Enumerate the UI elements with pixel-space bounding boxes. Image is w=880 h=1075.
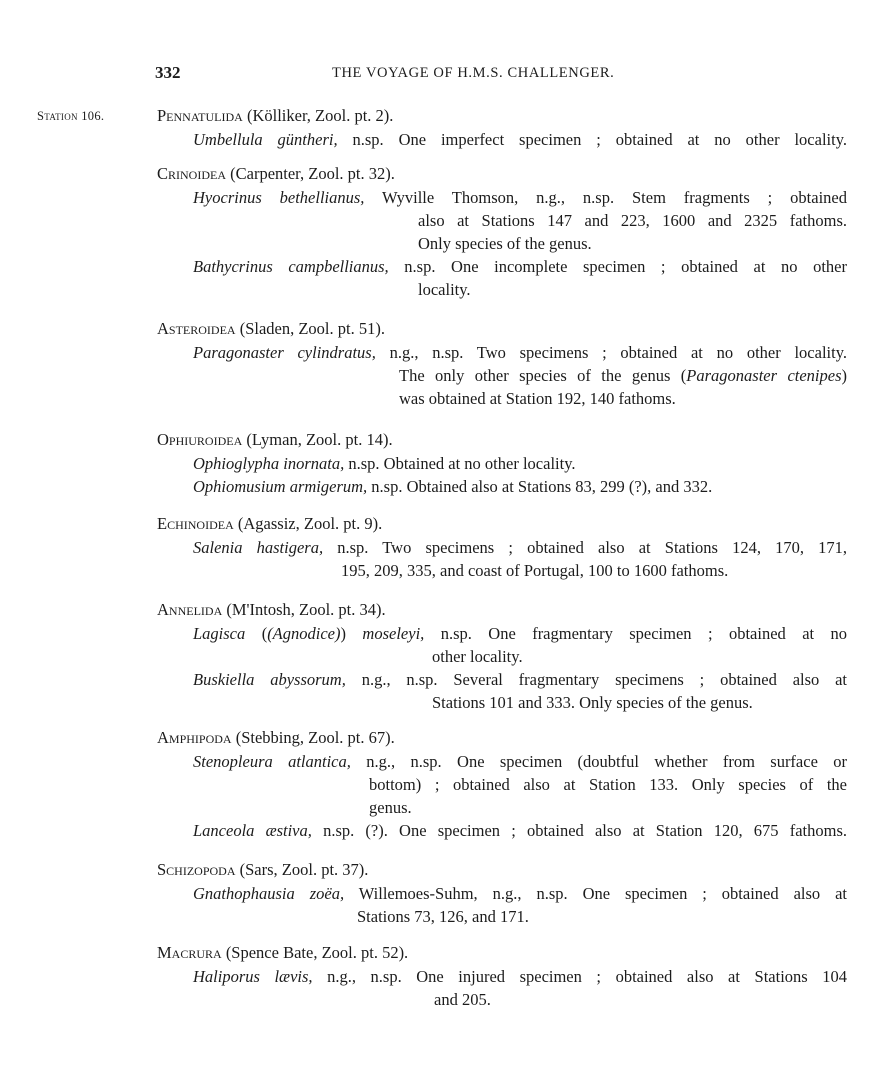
group-macrura (157, 941, 847, 1011)
group-heading (157, 162, 847, 186)
taxon-name: Pennatulida (157, 106, 243, 125)
species-entry (193, 452, 847, 475)
species-entry (193, 882, 847, 928)
species-name: Ophiomusium armigerum, (193, 477, 368, 496)
running-head: THE VOYAGE OF H.M.S. CHALLENGER. (332, 65, 615, 81)
species-entry (193, 819, 847, 842)
continuation-line: 195, 209, 335, and coast of Portugal, 100 to 1600 fathoms. (341, 561, 729, 580)
species-note: n.sp. One imperfect specimen ; obtained at no other locality. (352, 130, 847, 149)
species-name: Hyocrinus bethellianus, (193, 188, 365, 207)
group-echinoidea (157, 512, 847, 582)
continuation-line: was obtained at Station 192, 140 fathoms. (399, 389, 676, 408)
species-entry (193, 341, 847, 410)
station-label: Station 106. (37, 109, 105, 123)
group-asteroidea (157, 317, 847, 410)
species-name: Haliporus lævis, (193, 967, 313, 986)
species-name: Paragonaster cylindratus, (193, 343, 376, 362)
group-heading (157, 726, 847, 750)
taxon-reference: (Sladen, Zool. pt. 51). (239, 319, 385, 338)
taxon-name: Ophiuroidea (157, 430, 243, 449)
species-entry (193, 255, 847, 301)
species-entry (193, 128, 847, 151)
species-entry (193, 668, 847, 714)
group-ophiuroidea (157, 428, 847, 498)
species-name: moseleyi, (362, 624, 425, 643)
species-entry (193, 965, 847, 1011)
group-heading (157, 598, 847, 622)
taxon-reference: (Carpenter, Zool. pt. 32). (230, 164, 395, 183)
continuation-line: The only other species of the genus (Paragonaster ctenipes) (399, 366, 847, 385)
species-name: Umbellula güntheri, (193, 130, 338, 149)
taxon-name: Crinoidea (157, 164, 226, 183)
species-entry (193, 186, 847, 255)
species-name: Gnathophausia zoëa, (193, 884, 345, 903)
species-name: Stenopleura atlantica, (193, 752, 351, 771)
species-note: n.sp. Obtained also at Stations 83, 299 (?), and 332. (371, 477, 713, 496)
species-note: n.sp. (?). One specimen ; obtained also at Station 120, 675 fathoms. (323, 821, 848, 840)
taxon-name: Asteroidea (157, 319, 236, 338)
species-name: Lagisca (193, 624, 246, 643)
species-name: Paragonaster ctenipes (686, 366, 842, 385)
species-entry (193, 750, 847, 819)
continuation-line: genus. (369, 798, 412, 817)
taxon-reference: (Sars, Zool. pt. 37). (239, 860, 369, 879)
species-note: n.g., n.sp. Two specimens ; obtained at no other locality. (389, 343, 847, 362)
species-note: n.sp. One fragmentary specimen ; obtained at no (440, 624, 848, 643)
taxon-reference: (Stebbing, Zool. pt. 67). (235, 728, 395, 747)
taxon-reference: (Lyman, Zool. pt. 14). (246, 430, 393, 449)
species-name: Salenia hastigera, (193, 538, 324, 557)
continuation-line: bottom) ; obtained also at Station 133. Only species of the (369, 775, 847, 794)
species-note: n.g., n.sp. One specimen (doubtful whether from surface or (366, 752, 848, 771)
group-schizopoda (157, 858, 847, 928)
taxon-name: Annelida (157, 600, 223, 619)
subgenus-name: ((Agnodice)) (261, 624, 346, 643)
continuation-line: Stations 101 and 333. Only species of the genus. (432, 693, 753, 712)
species-name: Buskiella abyssorum, (193, 670, 346, 689)
species-note: n.sp. One incomplete specimen ; obtained at no other (404, 257, 847, 276)
group-heading (157, 317, 847, 341)
group-heading (157, 941, 847, 965)
species-entry (193, 622, 847, 668)
continuation-line: and 205. (434, 990, 491, 1009)
species-note: Willemoes-Suhm, n.g., n.sp. One specimen ; obtained also at (358, 884, 848, 903)
group-heading (157, 104, 847, 128)
species-name: Ophioglypha inornata, (193, 454, 345, 473)
species-entry (193, 536, 847, 582)
taxon-reference: (Spence Bate, Zool. pt. 52). (225, 943, 409, 962)
species-note: n.sp. Two specimens ; obtained also at Stations 124, 170, 171, (337, 538, 847, 557)
species-entry (193, 475, 847, 498)
taxon-reference: (Agassiz, Zool. pt. 9). (237, 514, 383, 533)
taxon-reference: (Kölliker, Zool. pt. 2). (246, 106, 394, 125)
group-crinoidea (157, 162, 847, 301)
group-heading (157, 428, 847, 452)
taxon-name: Echinoidea (157, 514, 234, 533)
group-heading (157, 858, 847, 882)
continuation-line: other locality. (432, 647, 523, 666)
continuation-line: also at Stations 147 and 223, 1600 and 2325 fathoms. (418, 211, 847, 230)
taxon-name: Amphipoda (157, 728, 232, 747)
taxon-name: Macrura (157, 943, 222, 962)
continuation-line: locality. (418, 280, 471, 299)
continuation-line: Only species of the genus. (418, 234, 592, 253)
species-note: Wyville Thomson, n.g., n.sp. Stem fragments ; obtained (382, 188, 847, 207)
continuation-line: Stations 73, 126, and 171. (357, 907, 529, 926)
group-amphipoda (157, 726, 847, 842)
taxon-reference: (M'Intosh, Zool. pt. 34). (226, 600, 386, 619)
species-name: Bathycrinus campbellianus, (193, 257, 389, 276)
group-heading (157, 512, 847, 536)
taxon-name: Schizopoda (157, 860, 236, 879)
page-number: 332 (155, 63, 181, 82)
species-note: n.sp. Obtained at no other locality. (348, 454, 576, 473)
group-pennatulida (157, 104, 847, 151)
species-name: Lanceola æstiva, (193, 821, 312, 840)
group-annelida (157, 598, 847, 714)
species-note: n.g., n.sp. Several fragmentary specimens ; obtained also at (361, 670, 848, 689)
species-note: n.g., n.sp. One injured specimen ; obtained also at Stations 104 (327, 967, 847, 986)
